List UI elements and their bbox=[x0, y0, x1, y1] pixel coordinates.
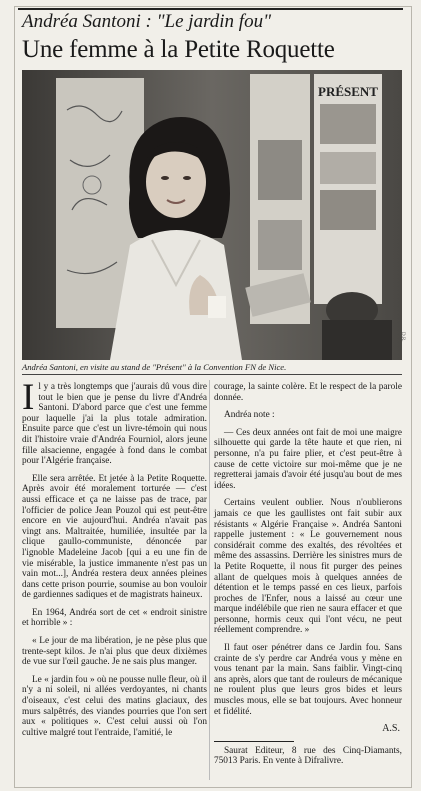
article-paragraph: courage, la sainte colère. Et le respect de la parole donnée. bbox=[214, 382, 402, 403]
caption-rule bbox=[22, 374, 402, 375]
photo-illustration bbox=[22, 70, 402, 360]
publisher-info: Saurat Editeur, 8 rue des Cinq-Diamants, 75013 Paris. En vente à Difralivre. bbox=[214, 745, 402, 767]
drop-cap: I bbox=[22, 377, 35, 418]
photo-caption: Andréa Santoni, en visite au stand de "Présent" à la Convention FN de Nice. bbox=[22, 362, 287, 372]
article-photo bbox=[22, 70, 402, 360]
article-headline: Une femme à la Petite Roquette bbox=[22, 36, 335, 63]
photo-credit: D.R. bbox=[400, 332, 405, 342]
article-column-right bbox=[214, 382, 402, 774]
article-paragraph: Certains veulent oublier. Nous n'oublierons jamais ce que les gaullistes ont fait subir aux résistants « Algérie Française ». Andréa Santoni rappelle justement : « Le gouvernement nous considérait comme des exaltés, des révoltées et même des assassins. Derrière les sinistres murs de la Petite Roquette, il nous fit purger des peines allant de quelques mois à quelques années de détention et le temps passé en ces lieux, parfois proches de l'Enfer, nous a laissé au cœur une marque indélébile que rien ne saura effacer et que personne, hormis ceux qui l'ont vécu, ne peut réellement comprendre. » bbox=[214, 498, 402, 636]
article-paragraph: Il y a très longtemps que j'aurais dû vous dire tout le bien que je pense du livre d'Andréa Santoni. D'abord parce que c'est une femme pour laquelle j'ai la plus totale admiration. Ensuite parce que c'est un livre-témoin qui nous dit l'histoire vraie d'Andréa Fourniol, alors jeune fille alsacienne, engagée à fond dans le combat pour l'Algérie française. bbox=[22, 377, 207, 467]
article-column-left bbox=[22, 377, 207, 745]
article-paragraph: Il faut oser pénétrer dans ce Jardin fou. Sans crainte de s'y perdre car Andréa vous y mène en vous tenant par la main. Sans faiblir. Vingt-cinq ans après, alors que tant de rouleurs de mécanique ne roulent plus que leurs gros bides et leurs muscles mous, elle se bat toujours. Avec honneur et fidélité. bbox=[214, 643, 402, 717]
publisher-rule bbox=[214, 741, 294, 742]
article-kicker: Andréa Santoni : "Le jardin fou" bbox=[22, 11, 272, 32]
article-paragraph: — Ces deux années ont fait de moi une maigre silhouette qui garde la tête haute et que rien, ni personne, n'a pu faire plier, et c'est peut-être à cause de cette victoire sur moi-même que je ne regretterai jamais d'avoir été jusqu'au bout de mes idées. bbox=[214, 427, 402, 491]
poster-title: PRÉSENT bbox=[318, 84, 378, 99]
column-divider bbox=[209, 380, 210, 780]
article-paragraph: « Le jour de ma libération, je ne pèse plus que trente-sept kilos. Je n'ai plus que deux dixièmes de vue sur l'œil gauche. Je ne sais plus manger. bbox=[22, 636, 207, 668]
article-paragraph: Elle sera arrêtée. Et jetée à la Petite Roquette. Après avoir été moralement torturée — c'est aussi efficace et ça ne laisse pas de trace, par l'officier de police Jean Pouzol qui est peut-être encore en vie aujourd'hui. Andréa n'avait pas vingt ans. Maltraitée, humiliée, insultée par la clique gaullo-communiste, dénoncée par l'ignoble Madeleine Jacob [qui a eu une fin de vie misérable, la justice immanente n'est pas un vain mot...], Andréa restera deux années pleines dans cette prison pourrie, soumise au bon vouloir de gardiennes sadiques et de magistrats haineux. bbox=[22, 473, 207, 601]
woman-shirt bbox=[110, 230, 242, 360]
author-signature: A.S. bbox=[382, 723, 400, 735]
article-paragraph: Le « jardin fou » où ne pousse nulle fleur, où il n'y a ni soleil, ni allées verdoyantes, ni chants d'oiseaux, c'est celui des matins glaciaux, des murs salpêtrés, des viandes pourries que l'on sert aux « politiques ». C'est celui aussi où l'on cultive malgré tout l'entraide, l'amitié, le bbox=[22, 674, 207, 738]
article-paragraph: Andréa note : bbox=[224, 410, 275, 421]
article-paragraph: En 1964, Andréa sort de cet « endroit sinistre et horrible » : bbox=[22, 607, 207, 629]
